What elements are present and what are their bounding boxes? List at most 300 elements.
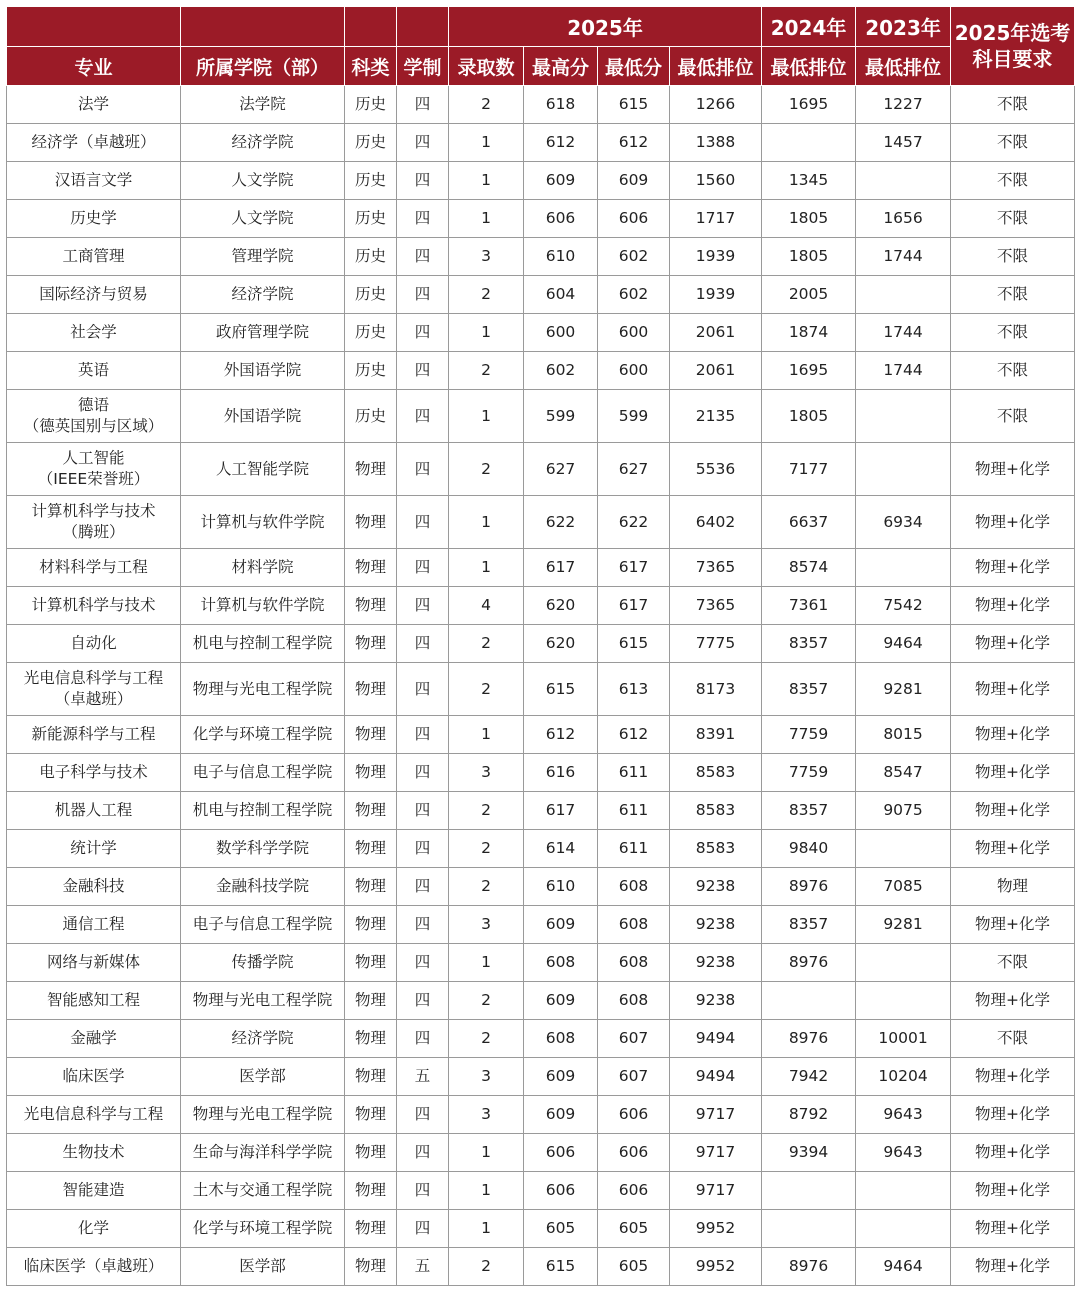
min-rank-2025-cell: 8583 (670, 830, 762, 868)
subject-requirement-cell: 不限 (951, 238, 1075, 276)
max-score-cell: 608 (524, 1020, 598, 1058)
header-min-rank-2025: 最低排位 (670, 47, 762, 86)
min-rank-2023-cell (856, 830, 951, 868)
min-rank-2023-cell: 1227 (856, 86, 951, 124)
major-cell: 光电信息科学与工程 (7, 1096, 181, 1134)
min-rank-2024-cell: 7759 (762, 716, 856, 754)
category-cell: 物理 (345, 754, 397, 792)
min-rank-2023-cell: 10001 (856, 1020, 951, 1058)
table-row (7, 1134, 1075, 1172)
min-rank-2023-cell: 1457 (856, 124, 951, 162)
min-rank-2023-cell (856, 982, 951, 1020)
subject-requirement-cell: 不限 (951, 390, 1075, 443)
major-cell: 智能建造 (7, 1172, 181, 1210)
duration-cell: 四 (397, 443, 449, 496)
max-score-cell: 616 (524, 754, 598, 792)
duration-cell: 四 (397, 1134, 449, 1172)
min-rank-2024-cell: 9840 (762, 830, 856, 868)
min-rank-2025-cell: 7775 (670, 625, 762, 663)
min-rank-2025-cell: 9717 (670, 1096, 762, 1134)
table-row (7, 200, 1075, 238)
college-cell: 人工智能学院 (181, 443, 345, 496)
header-blank-college (181, 7, 345, 47)
subject-requirement-cell: 物理+化学 (951, 496, 1075, 549)
major-cell: 电子科学与技术 (7, 754, 181, 792)
duration-cell: 四 (397, 906, 449, 944)
min-rank-2023-cell: 9643 (856, 1134, 951, 1172)
max-score-cell: 608 (524, 944, 598, 982)
category-cell: 物理 (345, 792, 397, 830)
min-rank-2025-cell: 7365 (670, 587, 762, 625)
admitted-cell: 2 (449, 443, 524, 496)
admitted-cell: 1 (449, 549, 524, 587)
major-cell: 统计学 (7, 830, 181, 868)
subject-requirement-cell: 物理+化学 (951, 663, 1075, 716)
min-rank-2023-cell: 9281 (856, 906, 951, 944)
header-category: 科类 (345, 47, 397, 86)
table-row (7, 1058, 1075, 1096)
max-score-cell: 606 (524, 1134, 598, 1172)
major-name: 计算机科学与技术 (31, 502, 156, 521)
min-rank-2025-cell: 2061 (670, 314, 762, 352)
max-score-cell: 610 (524, 868, 598, 906)
duration-cell: 四 (397, 276, 449, 314)
max-score-cell: 617 (524, 549, 598, 587)
college-cell: 物理与光电工程学院 (181, 982, 345, 1020)
max-score-cell: 615 (524, 1248, 598, 1286)
min-rank-2025-cell: 9717 (670, 1172, 762, 1210)
min-score-cell: 622 (598, 496, 670, 549)
duration-cell: 四 (397, 238, 449, 276)
min-rank-2025-cell: 1939 (670, 276, 762, 314)
subject-requirement-cell: 不限 (951, 162, 1075, 200)
table-row (7, 754, 1075, 792)
table-row (7, 390, 1075, 443)
category-cell: 历史 (345, 162, 397, 200)
table-row (7, 830, 1075, 868)
min-rank-2023-cell: 10204 (856, 1058, 951, 1096)
admission-table-container (6, 6, 1075, 1286)
min-rank-2023-cell: 9464 (856, 625, 951, 663)
min-rank-2025-cell: 1266 (670, 86, 762, 124)
header-blank-duration (397, 7, 449, 47)
header-year-2024: 2024年 (762, 7, 856, 47)
table-row (7, 496, 1075, 549)
admitted-cell: 1 (449, 716, 524, 754)
subject-requirement-cell: 物理+化学 (951, 792, 1075, 830)
major-cell: 社会学 (7, 314, 181, 352)
duration-cell: 四 (397, 792, 449, 830)
min-rank-2024-cell: 8976 (762, 868, 856, 906)
min-rank-2024-cell: 8976 (762, 944, 856, 982)
header-duration: 学制 (397, 47, 449, 86)
subject-requirement-cell: 不限 (951, 86, 1075, 124)
table-row (7, 716, 1075, 754)
subject-requirement-cell: 物理+化学 (951, 1134, 1075, 1172)
subject-requirement-cell: 物理 (951, 868, 1075, 906)
min-score-cell: 605 (598, 1248, 670, 1286)
admitted-cell: 3 (449, 238, 524, 276)
major-cell: 英语 (7, 352, 181, 390)
min-rank-2024-cell: 7177 (762, 443, 856, 496)
major-subtitle: （卓越班） (54, 690, 133, 708)
table-row (7, 443, 1075, 496)
max-score-cell: 604 (524, 276, 598, 314)
min-rank-2024-cell (762, 124, 856, 162)
min-rank-2023-cell (856, 390, 951, 443)
min-rank-2024-cell (762, 1172, 856, 1210)
max-score-cell: 614 (524, 830, 598, 868)
min-score-cell: 627 (598, 443, 670, 496)
college-cell: 物理与光电工程学院 (181, 663, 345, 716)
min-rank-2023-cell (856, 549, 951, 587)
category-cell: 历史 (345, 124, 397, 162)
duration-cell: 四 (397, 162, 449, 200)
table-row (7, 944, 1075, 982)
major-cell: 临床医学（卓越班） (7, 1248, 181, 1286)
admitted-cell: 3 (449, 1058, 524, 1096)
college-cell: 法学院 (181, 86, 345, 124)
subject-requirement-cell: 物理+化学 (951, 443, 1075, 496)
subject-requirement-cell: 物理+化学 (951, 906, 1075, 944)
category-cell: 物理 (345, 1172, 397, 1210)
min-rank-2025-cell: 1717 (670, 200, 762, 238)
min-rank-2024-cell: 9394 (762, 1134, 856, 1172)
min-rank-2023-cell: 1744 (856, 352, 951, 390)
header-blank-major (7, 7, 181, 47)
duration-cell: 四 (397, 390, 449, 443)
college-cell: 人文学院 (181, 162, 345, 200)
admitted-cell: 2 (449, 792, 524, 830)
min-rank-2024-cell: 8357 (762, 792, 856, 830)
max-score-cell: 620 (524, 587, 598, 625)
subject-requirement-cell: 物理+化学 (951, 1096, 1075, 1134)
table-row (7, 1096, 1075, 1134)
duration-cell: 四 (397, 86, 449, 124)
min-rank-2023-cell: 1744 (856, 314, 951, 352)
college-cell: 化学与环境工程学院 (181, 1210, 345, 1248)
table-row (7, 124, 1075, 162)
major-subtitle: （腾班） (62, 523, 125, 541)
table-row (7, 352, 1075, 390)
college-cell: 计算机与软件学院 (181, 496, 345, 549)
min-score-cell: 605 (598, 1210, 670, 1248)
category-cell: 物理 (345, 906, 397, 944)
table-row (7, 549, 1075, 587)
duration-cell: 四 (397, 1020, 449, 1058)
major-cell: 经济学（卓越班） (7, 124, 181, 162)
major-cell (7, 443, 181, 496)
table-row (7, 982, 1075, 1020)
max-score-cell: 605 (524, 1210, 598, 1248)
category-cell: 物理 (345, 587, 397, 625)
min-rank-2025-cell: 9238 (670, 868, 762, 906)
min-rank-2024-cell: 8357 (762, 663, 856, 716)
admitted-cell: 1 (449, 1134, 524, 1172)
max-score-cell: 609 (524, 906, 598, 944)
max-score-cell: 609 (524, 1096, 598, 1134)
header-subject-requirement: 2025年选考科目要求 (951, 7, 1075, 86)
min-rank-2025-cell: 9494 (670, 1058, 762, 1096)
min-rank-2023-cell (856, 443, 951, 496)
category-cell: 物理 (345, 982, 397, 1020)
subject-requirement-cell: 物理+化学 (951, 716, 1075, 754)
duration-cell: 四 (397, 663, 449, 716)
header-major: 专业 (7, 47, 181, 86)
min-rank-2024-cell: 7759 (762, 754, 856, 792)
admitted-cell: 2 (449, 663, 524, 716)
category-cell: 物理 (345, 944, 397, 982)
duration-cell: 四 (397, 625, 449, 663)
admission-table (6, 6, 1075, 1286)
admitted-cell: 3 (449, 1096, 524, 1134)
table-row (7, 906, 1075, 944)
duration-cell: 五 (397, 1248, 449, 1286)
max-score-cell: 618 (524, 86, 598, 124)
min-rank-2025-cell: 9238 (670, 906, 762, 944)
major-cell: 临床医学 (7, 1058, 181, 1096)
duration-cell: 四 (397, 124, 449, 162)
min-rank-2024-cell (762, 1210, 856, 1248)
admitted-cell: 2 (449, 276, 524, 314)
major-cell: 金融科技 (7, 868, 181, 906)
table-row (7, 1172, 1075, 1210)
duration-cell: 四 (397, 200, 449, 238)
table-row (7, 314, 1075, 352)
subject-requirement-cell: 物理+化学 (951, 1172, 1075, 1210)
min-rank-2023-cell: 7542 (856, 587, 951, 625)
min-score-cell: 606 (598, 1172, 670, 1210)
duration-cell: 四 (397, 352, 449, 390)
table-header (7, 7, 1075, 86)
major-cell: 新能源科学与工程 (7, 716, 181, 754)
min-rank-2023-cell: 9075 (856, 792, 951, 830)
duration-cell: 五 (397, 1058, 449, 1096)
major-cell: 汉语言文学 (7, 162, 181, 200)
duration-cell: 四 (397, 1096, 449, 1134)
min-rank-2024-cell: 8574 (762, 549, 856, 587)
max-score-cell: 599 (524, 390, 598, 443)
major-cell: 历史学 (7, 200, 181, 238)
duration-cell: 四 (397, 549, 449, 587)
subject-requirement-cell: 不限 (951, 124, 1075, 162)
table-row (7, 625, 1075, 663)
subject-requirement-cell: 物理+化学 (951, 830, 1075, 868)
duration-cell: 四 (397, 982, 449, 1020)
admitted-cell: 2 (449, 625, 524, 663)
major-cell: 工商管理 (7, 238, 181, 276)
major-cell: 国际经济与贸易 (7, 276, 181, 314)
min-score-cell: 612 (598, 124, 670, 162)
college-cell: 电子与信息工程学院 (181, 906, 345, 944)
category-cell: 物理 (345, 663, 397, 716)
min-rank-2023-cell (856, 944, 951, 982)
major-cell: 化学 (7, 1210, 181, 1248)
max-score-cell: 622 (524, 496, 598, 549)
admitted-cell: 1 (449, 390, 524, 443)
major-cell (7, 496, 181, 549)
category-cell: 历史 (345, 352, 397, 390)
major-name: 光电信息科学与工程 (23, 669, 164, 688)
college-cell: 传播学院 (181, 944, 345, 982)
min-rank-2023-cell: 1656 (856, 200, 951, 238)
min-rank-2024-cell: 1805 (762, 390, 856, 443)
major-cell (7, 390, 181, 443)
min-rank-2025-cell: 8391 (670, 716, 762, 754)
max-score-cell: 612 (524, 124, 598, 162)
duration-cell: 四 (397, 754, 449, 792)
min-rank-2023-cell: 8547 (856, 754, 951, 792)
min-score-cell: 606 (598, 1134, 670, 1172)
category-cell: 历史 (345, 390, 397, 443)
min-rank-2024-cell: 1805 (762, 238, 856, 276)
max-score-cell: 600 (524, 314, 598, 352)
min-rank-2023-cell: 1744 (856, 238, 951, 276)
min-rank-2025-cell: 8583 (670, 754, 762, 792)
min-rank-2025-cell: 1388 (670, 124, 762, 162)
min-score-cell: 611 (598, 830, 670, 868)
admitted-cell: 1 (449, 1210, 524, 1248)
table-row (7, 162, 1075, 200)
max-score-cell: 609 (524, 162, 598, 200)
min-rank-2024-cell: 1345 (762, 162, 856, 200)
subject-requirement-cell: 不限 (951, 944, 1075, 982)
max-score-cell: 612 (524, 716, 598, 754)
major-cell: 智能感知工程 (7, 982, 181, 1020)
min-rank-2024-cell: 8792 (762, 1096, 856, 1134)
major-cell: 机器人工程 (7, 792, 181, 830)
min-score-cell: 600 (598, 352, 670, 390)
college-cell: 医学部 (181, 1248, 345, 1286)
category-cell: 历史 (345, 86, 397, 124)
header-max-score: 最高分 (524, 47, 598, 86)
duration-cell: 四 (397, 1210, 449, 1248)
major-subtitle: （德英国别与区域） (23, 417, 164, 435)
duration-cell: 四 (397, 587, 449, 625)
subject-requirement-cell: 物理+化学 (951, 625, 1075, 663)
subject-requirement-cell: 物理+化学 (951, 982, 1075, 1020)
admitted-cell: 1 (449, 944, 524, 982)
max-score-cell: 602 (524, 352, 598, 390)
duration-cell: 四 (397, 1172, 449, 1210)
min-rank-2023-cell (856, 162, 951, 200)
subject-requirement-cell: 不限 (951, 276, 1075, 314)
admitted-cell: 3 (449, 754, 524, 792)
major-cell: 计算机科学与技术 (7, 587, 181, 625)
min-rank-2025-cell: 9238 (670, 982, 762, 1020)
admitted-cell: 1 (449, 162, 524, 200)
min-score-cell: 608 (598, 868, 670, 906)
admitted-cell: 2 (449, 830, 524, 868)
min-score-cell: 607 (598, 1058, 670, 1096)
college-cell: 经济学院 (181, 124, 345, 162)
college-cell: 外国语学院 (181, 390, 345, 443)
table-body (7, 86, 1075, 1286)
min-rank-2024-cell: 8976 (762, 1020, 856, 1058)
max-score-cell: 609 (524, 982, 598, 1020)
min-score-cell: 606 (598, 200, 670, 238)
admitted-cell: 1 (449, 1172, 524, 1210)
min-rank-2023-cell: 9281 (856, 663, 951, 716)
duration-cell: 四 (397, 716, 449, 754)
category-cell: 物理 (345, 1020, 397, 1058)
category-cell: 物理 (345, 549, 397, 587)
min-score-cell: 607 (598, 1020, 670, 1058)
table-row (7, 587, 1075, 625)
max-score-cell: 615 (524, 663, 598, 716)
subject-requirement-cell: 不限 (951, 352, 1075, 390)
duration-cell: 四 (397, 868, 449, 906)
college-cell: 经济学院 (181, 1020, 345, 1058)
max-score-cell: 617 (524, 792, 598, 830)
min-rank-2025-cell: 7365 (670, 549, 762, 587)
min-rank-2025-cell: 6402 (670, 496, 762, 549)
header-min-score: 最低分 (598, 47, 670, 86)
min-rank-2024-cell (762, 982, 856, 1020)
min-rank-2024-cell: 6637 (762, 496, 856, 549)
college-cell: 数学科学学院 (181, 830, 345, 868)
admitted-cell: 1 (449, 314, 524, 352)
header-college: 所属学院（部） (181, 47, 345, 86)
college-cell: 管理学院 (181, 238, 345, 276)
min-rank-2025-cell: 2135 (670, 390, 762, 443)
college-cell: 化学与环境工程学院 (181, 716, 345, 754)
college-cell: 医学部 (181, 1058, 345, 1096)
min-rank-2025-cell: 5536 (670, 443, 762, 496)
subject-requirement-cell: 不限 (951, 314, 1075, 352)
table-row (7, 1020, 1075, 1058)
major-name: 人工智能 (62, 449, 125, 468)
min-rank-2025-cell: 1560 (670, 162, 762, 200)
min-score-cell: 600 (598, 314, 670, 352)
max-score-cell: 606 (524, 1172, 598, 1210)
duration-cell: 四 (397, 830, 449, 868)
category-cell: 物理 (345, 625, 397, 663)
min-score-cell: 608 (598, 982, 670, 1020)
min-score-cell: 608 (598, 906, 670, 944)
category-cell: 物理 (345, 868, 397, 906)
min-rank-2024-cell: 1695 (762, 352, 856, 390)
min-score-cell: 611 (598, 792, 670, 830)
college-cell: 物理与光电工程学院 (181, 1096, 345, 1134)
min-rank-2024-cell: 2005 (762, 276, 856, 314)
category-cell: 历史 (345, 314, 397, 352)
category-cell: 历史 (345, 200, 397, 238)
admitted-cell: 2 (449, 868, 524, 906)
min-rank-2025-cell: 9952 (670, 1210, 762, 1248)
college-cell: 土木与交通工程学院 (181, 1172, 345, 1210)
major-cell (7, 663, 181, 716)
min-rank-2024-cell: 8976 (762, 1248, 856, 1286)
min-score-cell: 609 (598, 162, 670, 200)
college-cell: 机电与控制工程学院 (181, 625, 345, 663)
college-cell: 机电与控制工程学院 (181, 792, 345, 830)
category-cell: 物理 (345, 496, 397, 549)
admitted-cell: 2 (449, 982, 524, 1020)
duration-cell: 四 (397, 944, 449, 982)
min-rank-2023-cell: 6934 (856, 496, 951, 549)
category-cell: 物理 (345, 1248, 397, 1286)
min-rank-2023-cell: 8015 (856, 716, 951, 754)
subject-requirement-cell: 不限 (951, 1020, 1075, 1058)
admitted-cell: 2 (449, 1248, 524, 1286)
major-cell: 法学 (7, 86, 181, 124)
table-row (7, 86, 1075, 124)
table-row (7, 663, 1075, 716)
min-rank-2024-cell: 7361 (762, 587, 856, 625)
category-cell: 物理 (345, 443, 397, 496)
min-rank-2023-cell (856, 276, 951, 314)
